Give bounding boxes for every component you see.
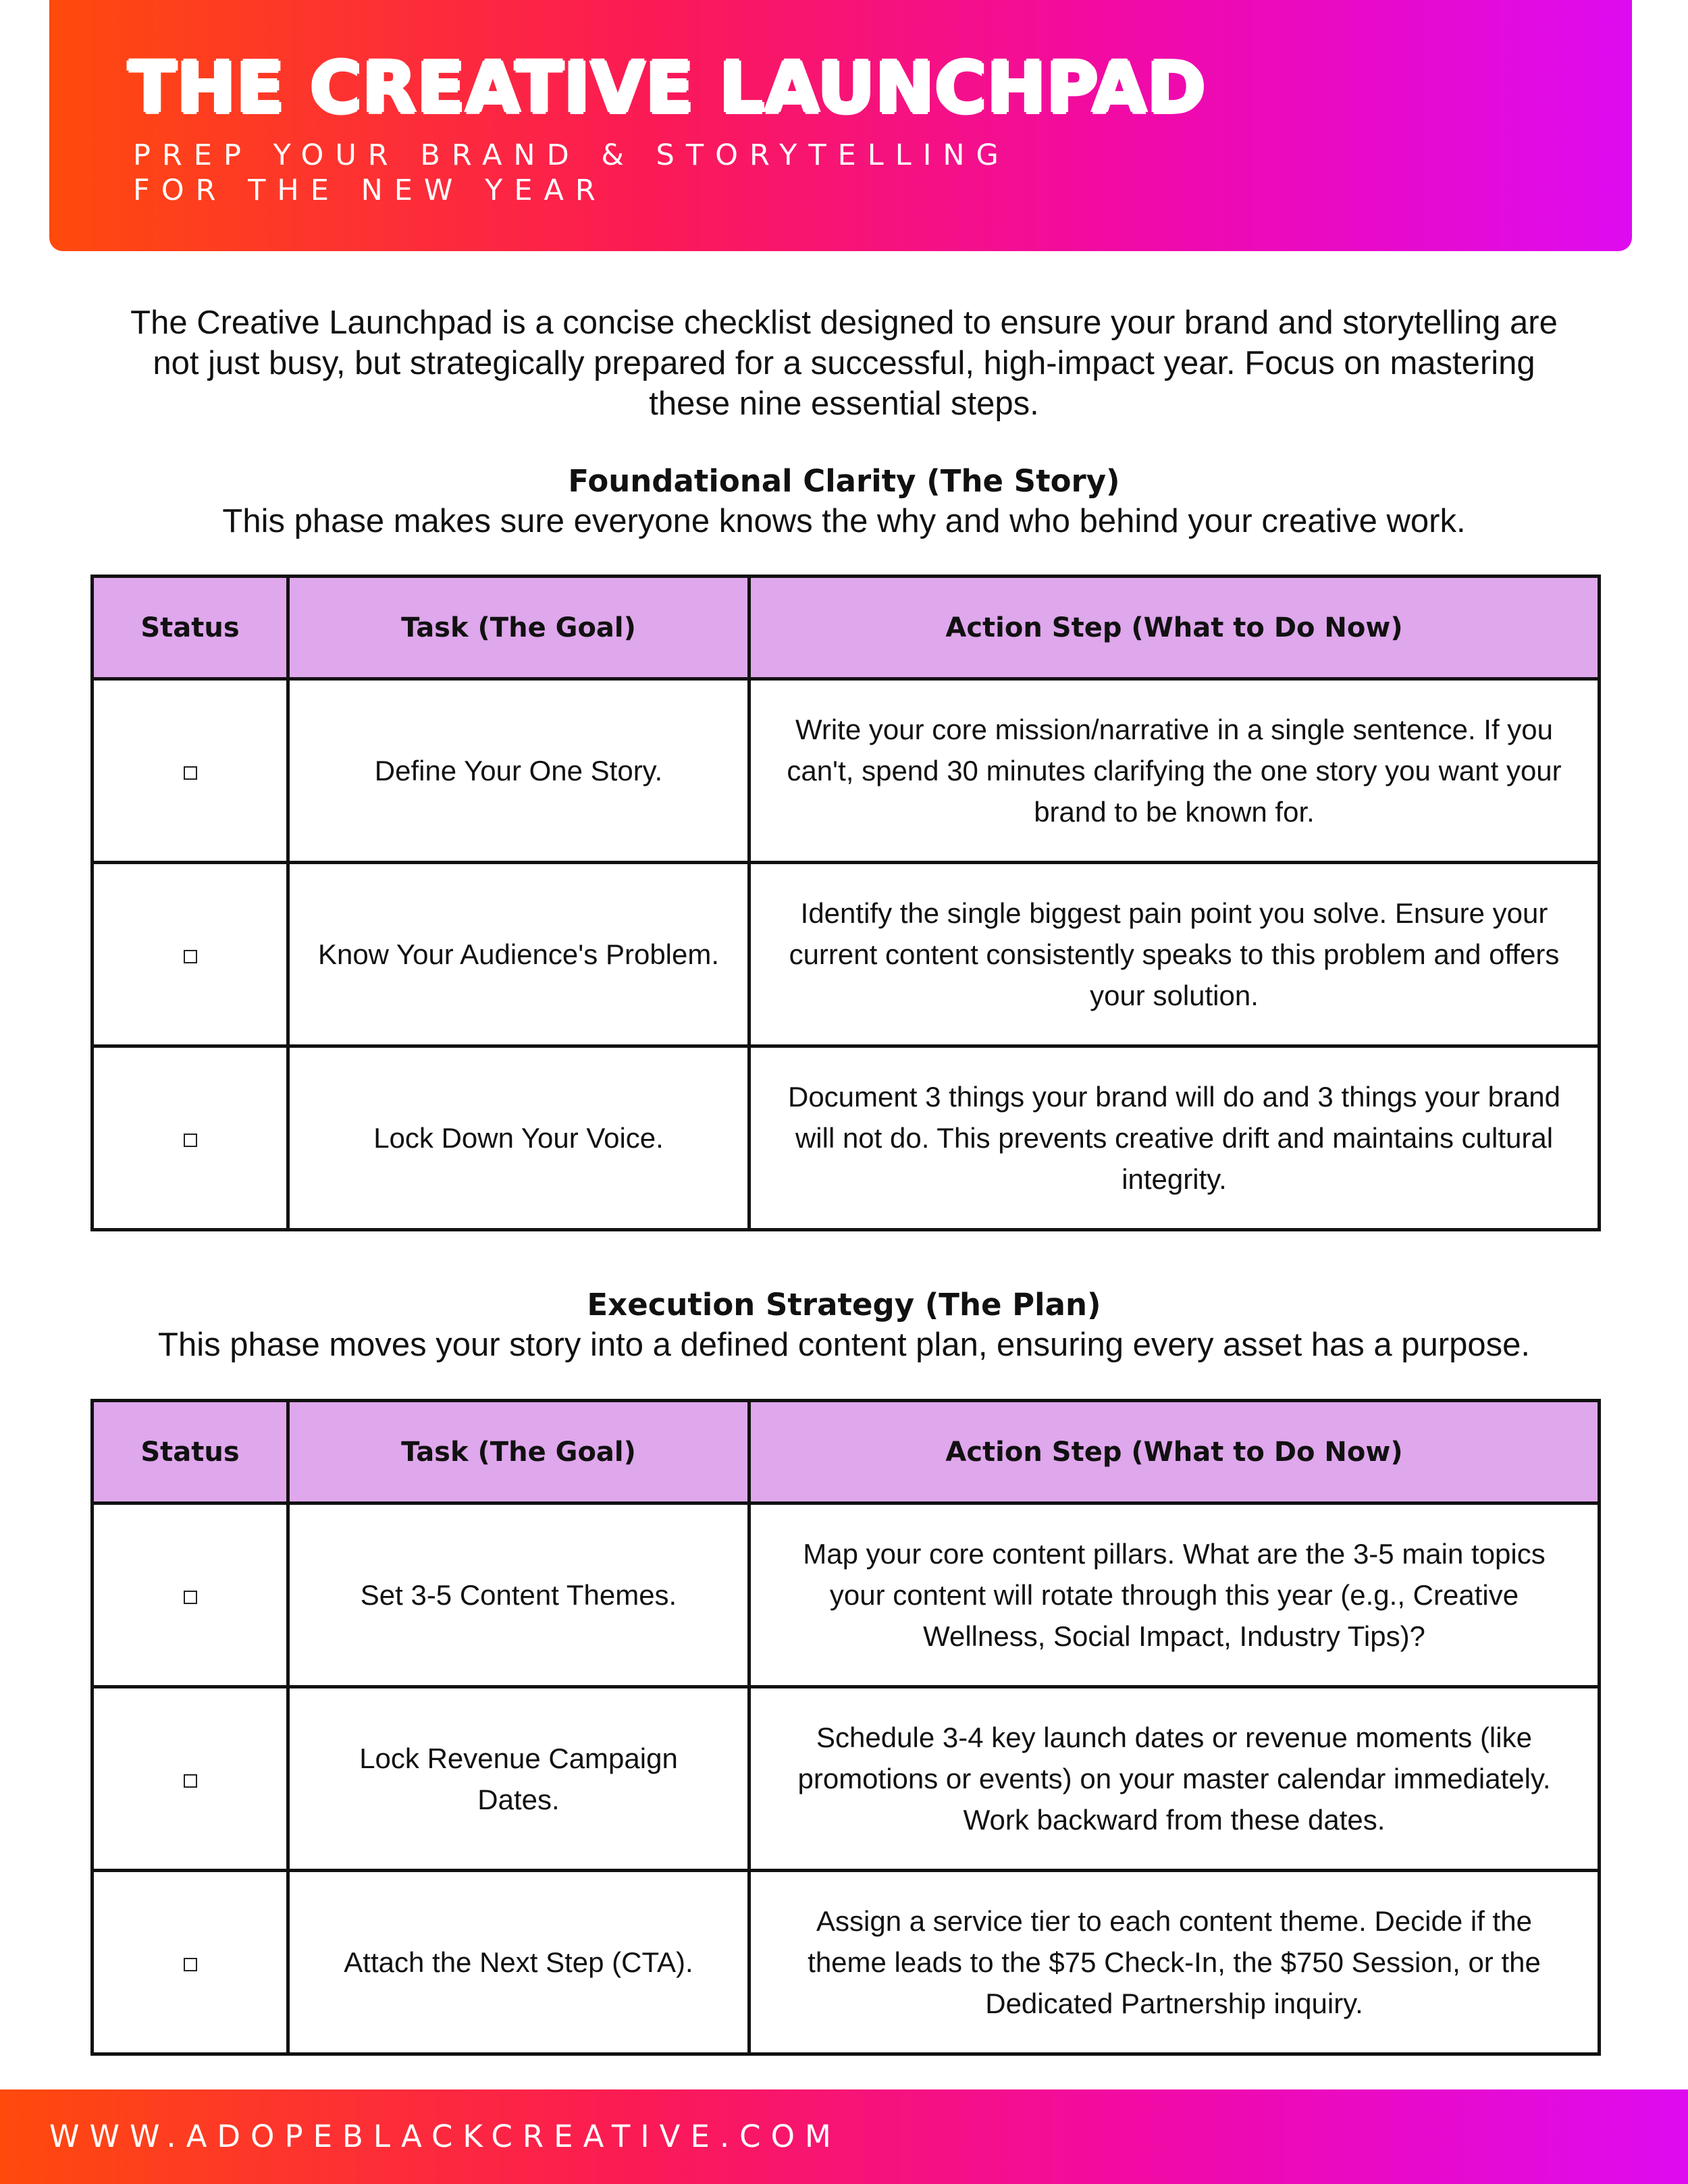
action-cell: Document 3 things your brand will do and 3 things your brand will not do. This prevents creative drift and maintains cultural integrity.: [749, 1046, 1600, 1230]
column-header-status: Status: [93, 1401, 288, 1503]
task-cell: Define Your One Story.: [288, 679, 749, 863]
table-header-row: [93, 1401, 1600, 1503]
table-row: [93, 1871, 1600, 2054]
task-cell: Lock Down Your Voice.: [288, 1046, 749, 1230]
table-header-row: [93, 577, 1600, 679]
page-footer: [0, 2089, 1688, 2184]
page-title: THE CREATIVE LAUNCHPAD: [128, 47, 1207, 129]
table-row: [93, 679, 1600, 863]
subtitle-line-2: FOR THE NEW YEAR: [133, 174, 607, 207]
table-row: [93, 1687, 1600, 1871]
column-header-action: Action Step (What to Do Now): [749, 577, 1600, 679]
checkbox-icon[interactable]: [184, 1958, 197, 1971]
status-cell[interactable]: [93, 1046, 288, 1230]
section-title-foundational: Foundational Clarity (The Story): [568, 463, 1120, 499]
task-cell: Attach the Next Step (CTA).: [288, 1871, 749, 2054]
status-cell[interactable]: [93, 1503, 288, 1687]
page-subtitle: [133, 138, 1010, 208]
section-description-execution: This phase moves your story into a defined content plan, ensuring every asset has a purpose.: [158, 1327, 1530, 1363]
task-cell: Set 3-5 Content Themes.: [288, 1503, 749, 1687]
checklist-table-execution: [90, 1399, 1601, 2056]
task-cell: Know Your Audience's Problem.: [288, 863, 749, 1046]
table-row: [93, 1046, 1600, 1230]
checkbox-icon[interactable]: [184, 1774, 197, 1788]
section-title-execution: Execution Strategy (The Plan): [587, 1287, 1101, 1323]
status-cell[interactable]: [93, 679, 288, 863]
column-header-action: Action Step (What to Do Now): [749, 1401, 1600, 1503]
subtitle-line-1: PREP YOUR BRAND & STORYTELLING: [133, 138, 1010, 172]
action-cell: Map your core content pillars. What are the 3-5 main topics your content will rotate through this year (e.g., Creative Wellness, Social Impact, Industry Tips)?: [749, 1503, 1600, 1687]
action-cell: Write your core mission/narrative in a single sentence. If you can't, spend 30 minutes clarifying the one story you want your brand to be known for.: [749, 679, 1600, 863]
checkbox-icon[interactable]: [184, 766, 197, 780]
column-header-task: Task (The Goal): [288, 577, 749, 679]
checklist-table-foundational: [90, 575, 1601, 1231]
table-row: [93, 863, 1600, 1046]
column-header-task: Task (The Goal): [288, 1401, 749, 1503]
action-cell: Identify the single biggest pain point you solve. Ensure your current content consistently speaks to this problem and offers your solution.: [749, 863, 1600, 1046]
intro-paragraph: The Creative Launchpad is a concise checklist designed to ensure your brand and storytelling are not just busy, but strategically prepared for a successful, high-impact year. Focus on mastering these nine essential steps.: [130, 304, 1558, 422]
status-cell[interactable]: [93, 863, 288, 1046]
checkbox-icon[interactable]: [184, 1591, 197, 1604]
action-cell: Schedule 3-4 key launch dates or revenue moments (like promotions or events) on your master calendar immediately. Work backward from these dates.: [749, 1687, 1600, 1871]
column-header-status: Status: [93, 577, 288, 679]
status-cell[interactable]: [93, 1687, 288, 1871]
task-cell: Lock Revenue Campaign Dates.: [288, 1687, 749, 1871]
checkbox-icon[interactable]: [184, 950, 197, 963]
section-description-foundational: This phase makes sure everyone knows the why and who behind your creative work.: [222, 503, 1466, 539]
footer-url[interactable]: WWW.ADOPEBLACKCREATIVE.COM: [49, 2119, 841, 2154]
status-cell[interactable]: [93, 1871, 288, 2054]
page-header: [49, 0, 1632, 251]
action-cell: Assign a service tier to each content theme. Decide if the theme leads to the $75 Check-In, the $750 Session, or the Dedicated Partnership inquiry.: [749, 1871, 1600, 2054]
table-row: [93, 1503, 1600, 1687]
checkbox-icon[interactable]: [184, 1134, 197, 1147]
